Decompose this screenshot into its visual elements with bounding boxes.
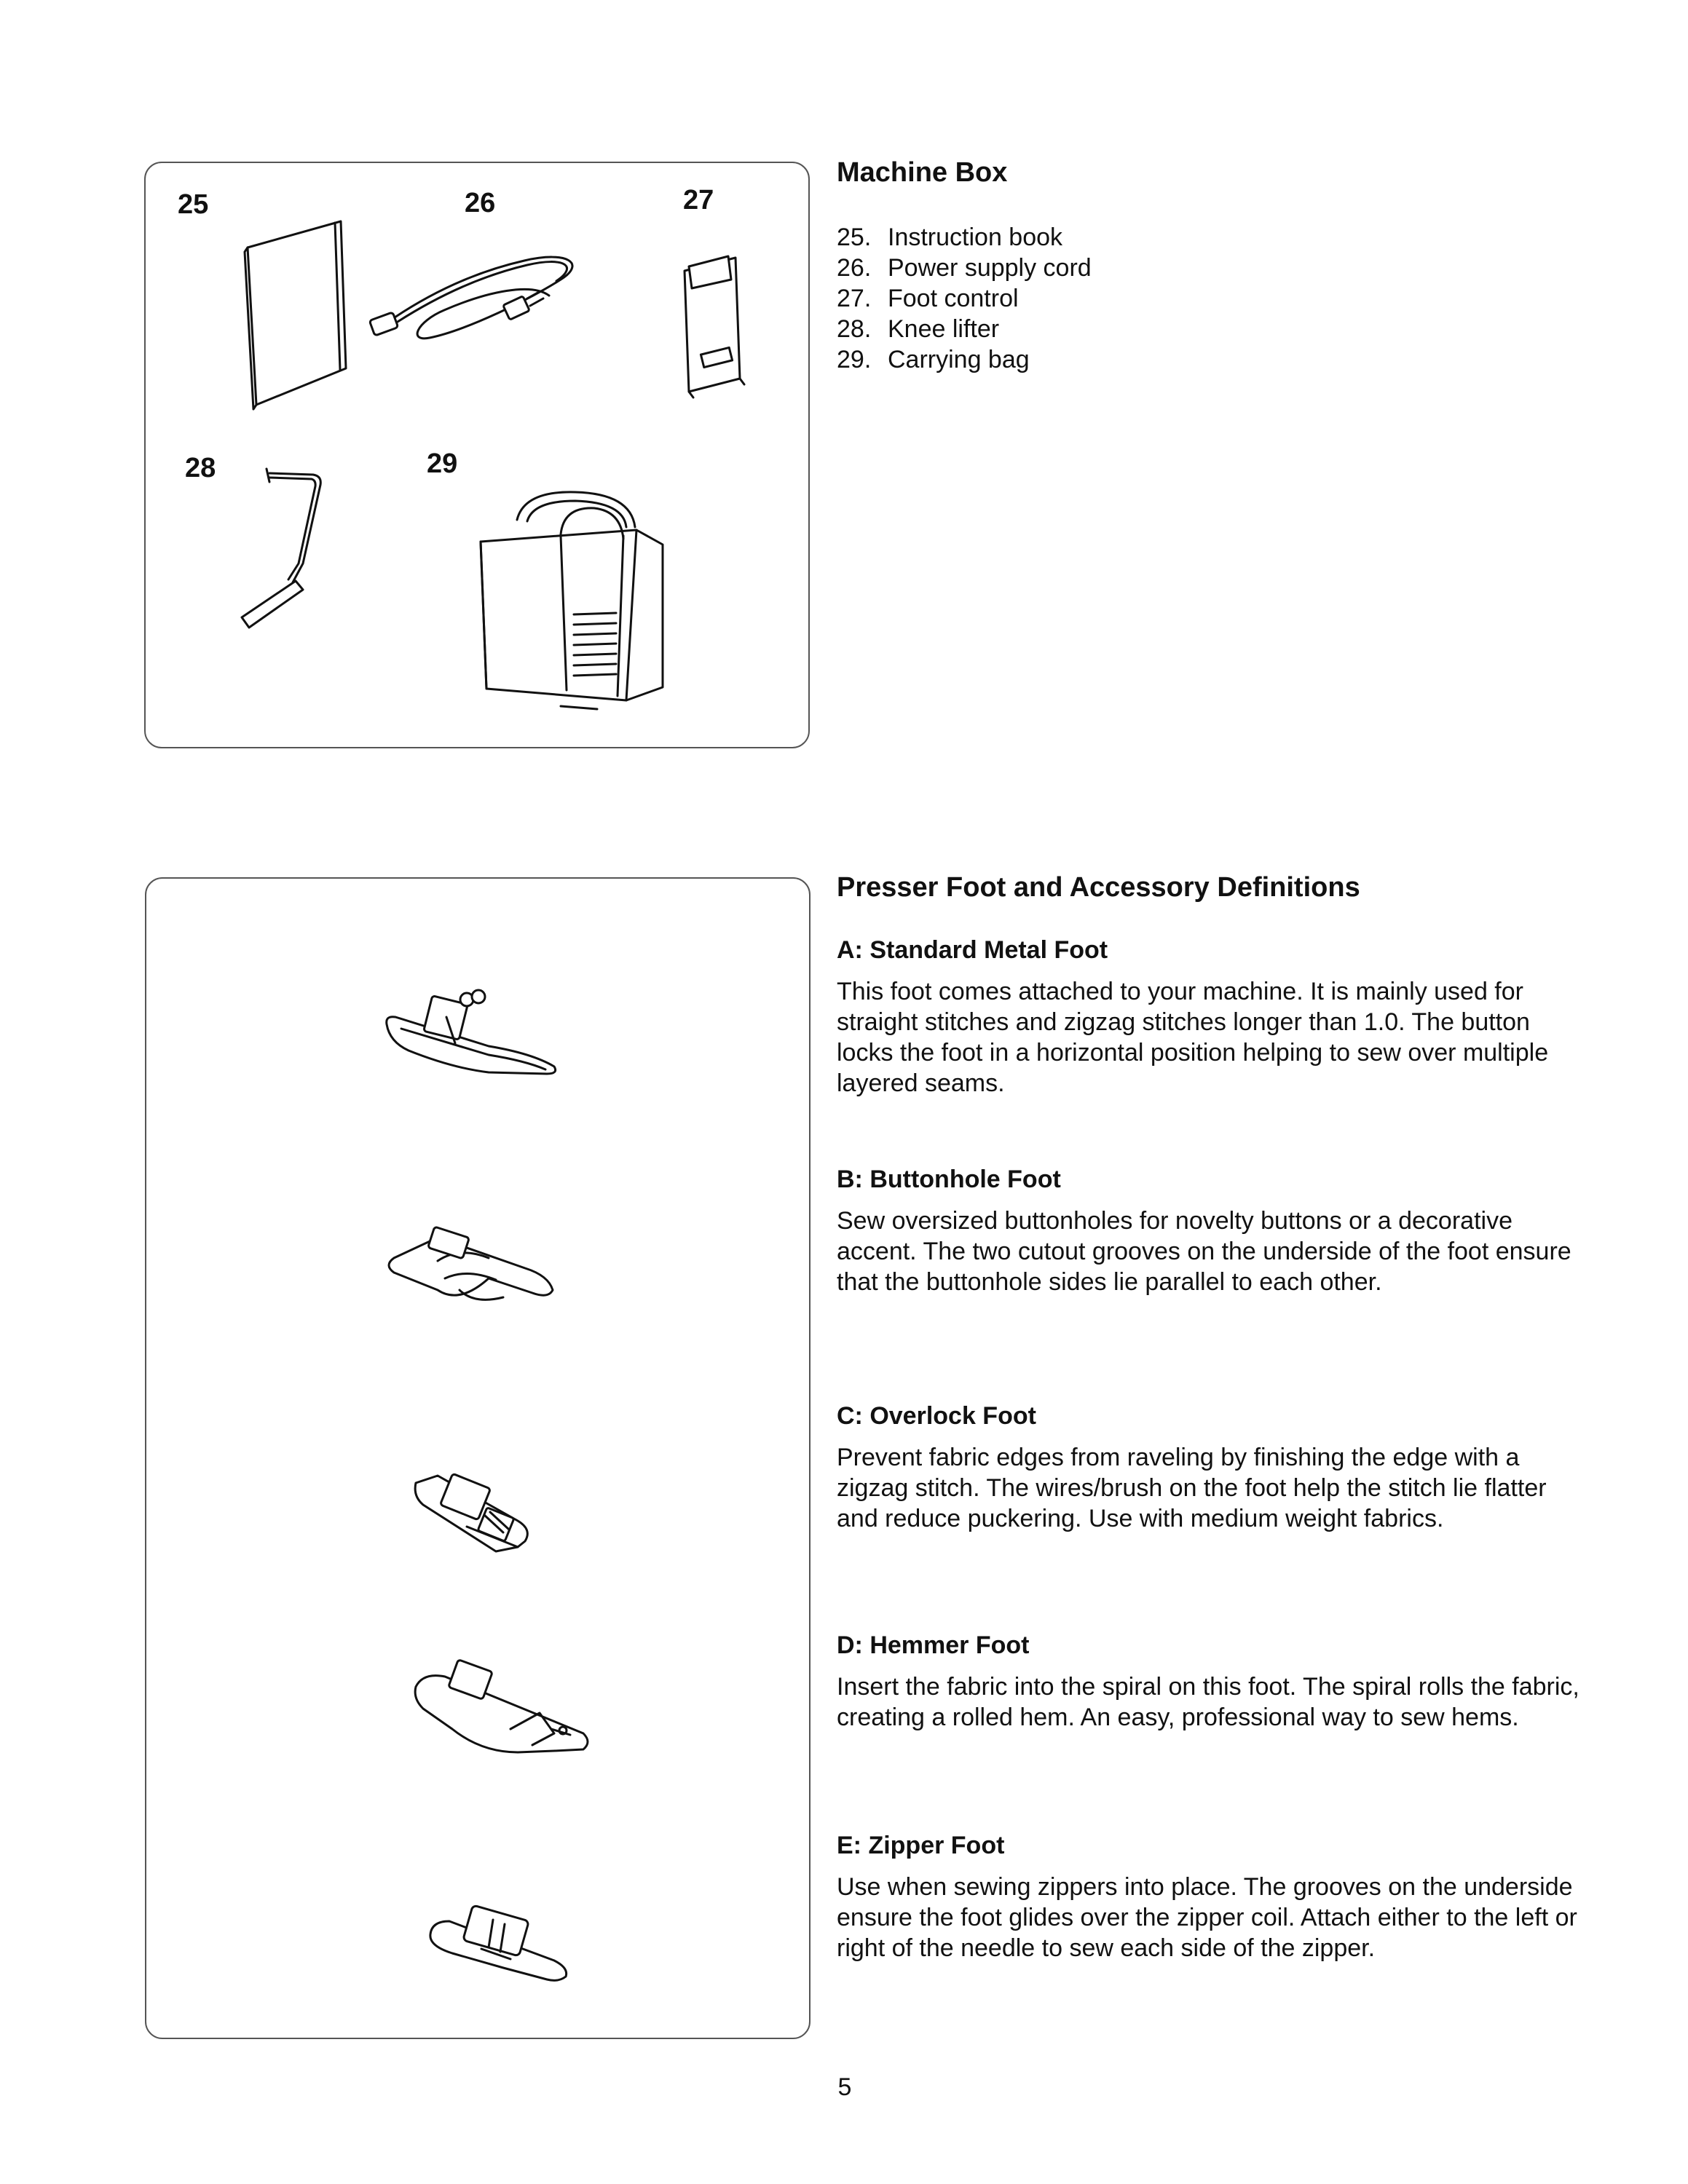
section-heading: E: Zipper Foot bbox=[837, 1832, 1005, 1859]
machine-box-figure-panel bbox=[144, 162, 810, 748]
instruction-book-icon bbox=[197, 214, 342, 432]
zipper-foot-icon bbox=[423, 1898, 583, 2014]
carrying-bag-icon bbox=[451, 469, 685, 724]
overlock-foot-icon bbox=[409, 1461, 554, 1578]
machine-box-item-list bbox=[837, 222, 1579, 375]
section-hemmer-foot bbox=[837, 1631, 1579, 1733]
section-text: Prevent fabric edges from raveling by finishing the edge with a zigzag stitch. The wires/brush on the foot help the stitch lie flatter and reduce puckering. Use with medium weight fabrics. bbox=[837, 1444, 1547, 1532]
section-buttonhole-foot bbox=[837, 1166, 1579, 1297]
section-overlock-foot bbox=[837, 1402, 1579, 1534]
presser-feet-figure-panel bbox=[145, 877, 811, 2039]
power-cord-icon bbox=[350, 229, 590, 374]
section-standard-metal-foot bbox=[837, 936, 1579, 1099]
knee-lifter-icon bbox=[197, 454, 357, 644]
section-heading: B: Buttonhole Foot bbox=[837, 1166, 1061, 1193]
foot-control-icon bbox=[655, 242, 772, 409]
figure-label-26: 26 bbox=[465, 188, 496, 218]
figure-label-28: 28 bbox=[185, 453, 216, 483]
figure-label-25: 25 bbox=[178, 189, 209, 220]
hemmer-foot-icon bbox=[409, 1643, 598, 1774]
presser-feet-title: Presser Foot and Accessory Definitions bbox=[837, 872, 1360, 903]
machine-box-section bbox=[837, 157, 1579, 375]
list-item: 26. Power supply cord bbox=[837, 254, 1092, 282]
section-heading: D: Hemmer Foot bbox=[837, 1631, 1030, 1659]
section-heading: C: Overlock Foot bbox=[837, 1402, 1036, 1430]
section-text: Use when sewing zippers into place. The grooves on the underside ensure the foot glides over the zipper coil. Attach either to the left or right of the needle to sew each side of the zipper. bbox=[837, 1873, 1577, 1962]
list-item: 25. Instruction book bbox=[837, 223, 1063, 251]
standard-metal-foot-icon bbox=[379, 981, 569, 1097]
buttonhole-foot-icon bbox=[379, 1217, 569, 1334]
section-zipper-foot bbox=[837, 1832, 1579, 1963]
list-item: 29. Carrying bag bbox=[837, 346, 1030, 373]
section-text: This foot comes attached to your machine. It is mainly used for straight stitches and zigzag stitches longer than 1.0. The button locks the foot in a horizontal position helping to sew over multiple layered seams. bbox=[837, 978, 1549, 1097]
figure-label-29: 29 bbox=[427, 448, 458, 479]
list-item: 28. Knee lifter bbox=[837, 315, 1000, 343]
list-item: 27. Foot control bbox=[837, 285, 1019, 312]
section-heading: A: Standard Metal Foot bbox=[837, 936, 1108, 964]
figure-label-27: 27 bbox=[683, 185, 714, 215]
section-text: Sew oversized buttonholes for novelty buttons or a decorative accent. The two cutout grooves on the underside of the foot ensure that the buttonhole sides lie parallel to each other. bbox=[837, 1207, 1571, 1296]
machine-box-title: Machine Box bbox=[837, 157, 1008, 188]
section-text: Insert the fabric into the spiral on this foot. The spiral rolls the fabric, creating a rolled hem. An easy, professional way to sew hems. bbox=[837, 1673, 1579, 1731]
page-number: 5 bbox=[837, 2073, 852, 2101]
